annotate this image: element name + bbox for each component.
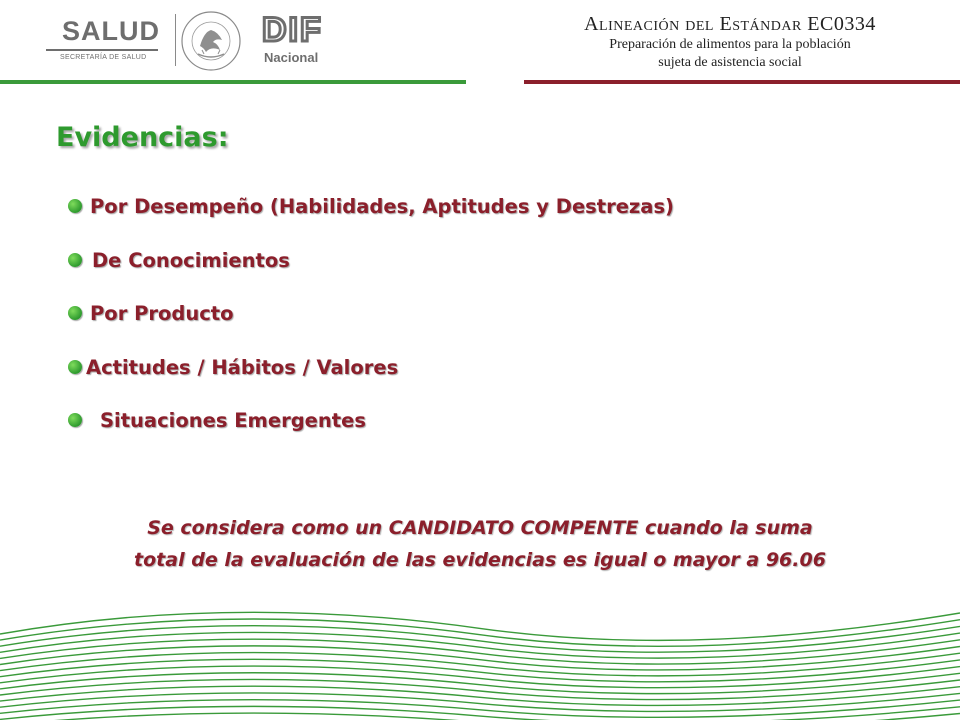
evidence-label: Por Producto [90,302,234,325]
list-item [68,409,828,463]
evidence-label: Actitudes / Hábitos / Valores [86,355,399,379]
dif-logo-subtitle: Nacional [264,50,319,65]
header [0,0,960,90]
bullet-icon [68,360,82,374]
salud-logo-word: SALUD [62,16,160,46]
mexican-seal-icon [180,10,242,72]
salud-logo-subtitle: SECRETARÍA DE SALUD [60,54,147,61]
standard-subtitle-line-1: Preparación de alimentos para la población [609,37,851,52]
dif-logo-word: DIF [262,11,323,49]
wave-line [0,632,960,658]
dif-logo [262,12,332,72]
evidence-label: Por Desempeño (Habilidades, Aptitudes y Destrezas) [90,195,674,218]
header-maroon-rule [524,80,960,84]
standard-title: Alineación del Estándar EC0334 [584,13,876,35]
evidence-label: De Conocimientos [92,248,290,272]
list-item [68,356,828,410]
page-title: Evidencias: [56,122,229,153]
bullet-icon [68,413,82,427]
bullet-icon [68,253,82,267]
evidence-label: Situaciones Emergentes [100,409,366,432]
list-item [68,249,828,303]
header-green-rule [0,80,466,84]
salud-logo [46,14,166,64]
competence-note [60,512,900,576]
standard-subtitle-line-2: sujeta de asistencia social [658,55,802,70]
evidence-list [68,195,828,463]
wave-line [0,706,960,720]
competence-note-line-2: total de la evaluación de las evidencias es igual o mayor a 96.06 [134,549,826,571]
salud-logo-rule [46,49,158,51]
logo-divider [175,14,176,66]
list-item [68,302,828,356]
list-item [68,195,828,249]
decorative-waves [0,600,960,720]
bullet-icon [68,306,82,320]
competence-note-line-1: Se considera como un CANDIDATO COMPENTE cuando la suma [147,517,813,539]
bullet-icon [68,199,82,213]
standard-title-block [560,12,900,72]
